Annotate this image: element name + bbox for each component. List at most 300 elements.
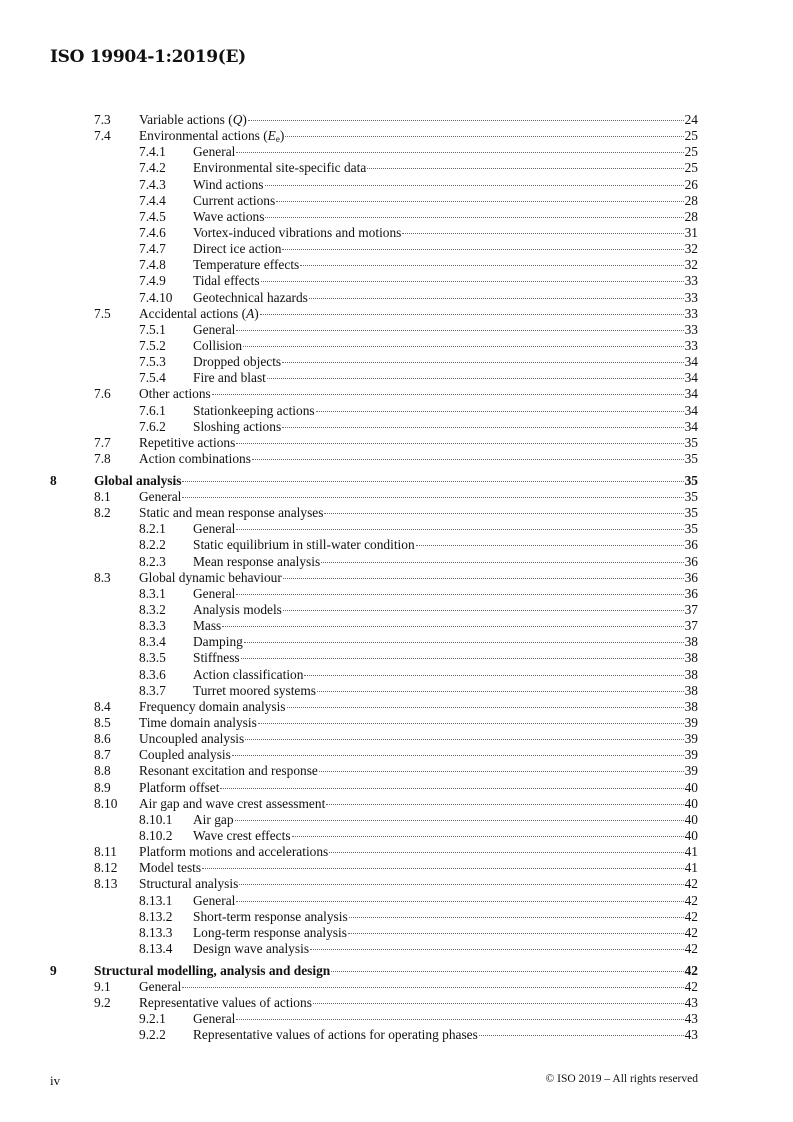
toc-entry-page[interactable]: 28: [684, 208, 698, 224]
title-text: Air gap: [193, 811, 234, 827]
toc-entry-title[interactable]: [139, 860, 201, 876]
title-text: Structural modelling, analysis and design: [94, 962, 331, 978]
toc-entry[interactable]: [0, 473, 793, 489]
toc-entry-line: [139, 128, 698, 144]
toc-entry-line: [193, 667, 698, 683]
toc-entry-line: [193, 177, 698, 193]
dot-leader: [283, 578, 684, 579]
toc-entry-page[interactable]: 26: [684, 176, 698, 192]
toc-entry-title[interactable]: [193, 537, 415, 553]
toc-entry[interactable]: [0, 177, 793, 193]
toc-entry[interactable]: [0, 290, 793, 306]
toc-entry-page[interactable]: 35: [684, 489, 698, 505]
toc-entry-number: 8.3: [94, 569, 111, 585]
title-text: Platform offset: [139, 779, 220, 795]
toc-entry-line: [139, 860, 698, 876]
dot-leader: [304, 675, 683, 676]
dot-leader: [300, 265, 683, 266]
toc-entry-line: [193, 683, 698, 699]
toc-entry-line: [193, 144, 698, 160]
toc-entry-page[interactable]: 33: [684, 305, 698, 321]
title-text: Static and mean response analyses: [139, 505, 324, 521]
title-text: Analysis models: [193, 602, 282, 618]
title-text: General: [193, 585, 236, 601]
toc-entry[interactable]: [0, 683, 793, 699]
toc-entry-line: [193, 650, 698, 666]
toc-entry-number: 7.4.4: [139, 192, 166, 208]
title-text: Wave actions: [193, 208, 265, 224]
toc-entry-page[interactable]: 35: [684, 450, 698, 466]
dot-leader: [236, 330, 683, 331]
toc-entry[interactable]: [0, 796, 793, 812]
symbol: Q: [232, 112, 243, 127]
dot-leader: [236, 1019, 683, 1020]
title-text: Representative values of actions for operating phases: [193, 1027, 478, 1043]
title-text: Environmental actions (: [139, 128, 268, 144]
toc-entry-page[interactable]: 39: [684, 763, 698, 779]
toc-entry-title[interactable]: [193, 1027, 478, 1043]
dot-leader: [182, 497, 683, 498]
toc-entry-title[interactable]: [193, 1011, 235, 1027]
toc-entry[interactable]: [0, 209, 793, 225]
toc-entry-number: 7.5: [94, 305, 111, 321]
title-text: Sloshing actions: [193, 418, 282, 434]
toc-entry-page[interactable]: 39: [684, 731, 698, 747]
toc-entry[interactable]: [0, 941, 793, 957]
dot-leader: [241, 658, 684, 659]
toc-entry-title[interactable]: [193, 634, 243, 650]
toc-entry-page[interactable]: 37: [684, 602, 698, 618]
title-text: Vortex-induced vibrations and motions: [193, 224, 402, 240]
dot-leader: [282, 249, 683, 250]
dot-leader: [265, 185, 684, 186]
toc-entry-line: [193, 1011, 698, 1027]
toc-entry-title[interactable]: [139, 489, 181, 505]
document-header: ISO 19904-1:2019(E): [50, 47, 246, 67]
toc-entry-number: 8.2.3: [139, 553, 166, 569]
title-text: Action combinations: [139, 450, 251, 466]
toc-entry-title[interactable]: [139, 979, 181, 995]
toc-entry-line: [139, 995, 698, 1011]
toc-entry-number: 8: [50, 472, 57, 488]
toc-entry[interactable]: [0, 650, 793, 666]
toc-entry-number: 7.8: [94, 450, 111, 466]
toc-entry-page[interactable]: 40: [684, 779, 698, 795]
dot-leader: [182, 987, 683, 988]
page-number: iv: [50, 1073, 61, 1088]
toc-entry[interactable]: [0, 225, 793, 241]
dot-leader: [313, 1003, 684, 1004]
toc-entry-page[interactable]: 42: [684, 908, 698, 924]
dot-leader: [236, 443, 683, 444]
toc-entry-number: 7.4.6: [139, 224, 166, 240]
toc-entry-page[interactable]: 40: [684, 811, 698, 827]
title-text: Long-term response analysis: [193, 924, 347, 940]
toc-entry-title[interactable]: [193, 941, 309, 957]
dot-leader: [282, 427, 683, 428]
toc-entry-page[interactable]: 42: [684, 876, 698, 892]
toc-entry-title[interactable]: [139, 435, 235, 451]
toc-entry-page[interactable]: 41: [684, 860, 698, 876]
toc-entry-title[interactable]: [193, 177, 264, 193]
toc-entry-title[interactable]: [193, 909, 348, 925]
toc-entry-page[interactable]: 36: [684, 537, 698, 553]
title-text: Structural analysis: [139, 876, 239, 892]
toc-entry-page[interactable]: 35: [684, 434, 698, 450]
toc-entry[interactable]: [0, 780, 793, 796]
toc-entry-page[interactable]: 34: [684, 354, 698, 370]
toc-entry-page[interactable]: 33: [684, 273, 698, 289]
dot-leader: [236, 152, 683, 153]
toc-entry-title[interactable]: [193, 925, 347, 941]
toc-entry-line: [193, 241, 698, 257]
dot-leader: [258, 723, 684, 724]
dot-leader: [235, 820, 684, 821]
toc-entry-title[interactable]: [193, 225, 401, 241]
toc-entry[interactable]: [0, 1011, 793, 1027]
toc-entry-line: [193, 618, 698, 634]
title-text: Fire and blast: [193, 370, 266, 386]
toc-entry-title[interactable]: [193, 602, 282, 618]
toc-entry-number: 7.4.8: [139, 257, 166, 273]
toc-entry-title[interactable]: [139, 796, 325, 812]
toc-entry-page[interactable]: 43: [684, 995, 698, 1011]
toc-entry-page[interactable]: 38: [684, 682, 698, 698]
toc-entry-line: [193, 290, 698, 306]
toc-entry-page[interactable]: 36: [684, 553, 698, 569]
toc-entry[interactable]: [0, 979, 793, 995]
toc-entry-page[interactable]: 34: [684, 370, 698, 386]
toc-entry-title[interactable]: [139, 780, 219, 796]
toc-entry-page[interactable]: 38: [684, 634, 698, 650]
toc-entry-title[interactable]: [139, 763, 318, 779]
toc-entry[interactable]: [0, 451, 793, 467]
toc-entry[interactable]: [0, 876, 793, 892]
toc-entry[interactable]: [0, 667, 793, 683]
toc-entry-page[interactable]: 35: [684, 505, 698, 521]
toc-entry-title[interactable]: [193, 618, 221, 634]
toc-entry-number: 8.1: [94, 489, 111, 505]
toc-entry-line: [193, 828, 698, 844]
toc-entry-line: [139, 715, 698, 731]
title-text: Action classification: [193, 666, 304, 682]
toc-entry-title[interactable]: [139, 128, 284, 144]
toc-entry[interactable]: [0, 370, 793, 386]
dot-leader: [236, 594, 683, 595]
toc-entry-title[interactable]: [139, 505, 323, 521]
toc-entry[interactable]: [0, 435, 793, 451]
title-text: Wave crest effects: [193, 827, 291, 843]
title-text: Coupled analysis: [139, 747, 231, 763]
toc-entry[interactable]: [0, 763, 793, 779]
toc-entry-page[interactable]: 32: [684, 257, 698, 273]
toc-entry[interactable]: [0, 909, 793, 925]
toc-entry-page[interactable]: 38: [684, 666, 698, 682]
title-text: General: [139, 489, 182, 505]
title-text: General: [193, 521, 236, 537]
toc-entry-title[interactable]: [193, 650, 240, 666]
toc-entry[interactable]: [0, 747, 793, 763]
toc-entry[interactable]: [0, 505, 793, 521]
toc-entry[interactable]: [0, 715, 793, 731]
toc-entry-page[interactable]: 35: [684, 521, 698, 537]
toc-entry-number: 9: [50, 962, 57, 978]
toc-entry-title[interactable]: [193, 667, 303, 683]
toc-entry-page[interactable]: 35: [684, 472, 698, 488]
toc-entry-page[interactable]: 43: [684, 1011, 698, 1027]
toc-entry-title[interactable]: [193, 828, 291, 844]
toc-entry-line: [193, 370, 698, 386]
copyright-notice: © ISO 2019 – All rights reserved: [545, 1073, 698, 1085]
toc-entry[interactable]: [0, 812, 793, 828]
toc-entry-number: 7.7: [94, 434, 111, 450]
toc-entry-title[interactable]: [193, 403, 315, 419]
toc-entry-number: 7.6: [94, 386, 111, 402]
toc-entry-title[interactable]: [139, 306, 259, 322]
toc-entry-page[interactable]: 34: [684, 418, 698, 434]
toc-entry-line: [94, 473, 698, 489]
toc-entry-page[interactable]: 33: [684, 321, 698, 337]
toc-entry[interactable]: [0, 925, 793, 941]
toc-entry-line: [139, 112, 698, 128]
toc-entry-page[interactable]: 42: [684, 940, 698, 956]
toc-entry-number: 8.13.1: [139, 892, 173, 908]
toc-entry-title[interactable]: [193, 370, 266, 386]
title-text: Design wave analysis: [193, 940, 310, 956]
toc-entry-page[interactable]: 39: [684, 747, 698, 763]
toc-entry-title[interactable]: [193, 521, 235, 537]
toc-entry-number: 9.2: [94, 995, 111, 1011]
title-text: Air gap and wave crest assessment: [139, 795, 326, 811]
dot-leader: [367, 168, 683, 169]
toc-entry-page[interactable]: 34: [684, 402, 698, 418]
toc-entry-line: [193, 602, 698, 618]
toc-entry[interactable]: [0, 419, 793, 435]
toc-entry[interactable]: [0, 618, 793, 634]
toc-entry[interactable]: [0, 699, 793, 715]
toc-entry-line: [193, 354, 698, 370]
toc-entry-page[interactable]: 37: [684, 618, 698, 634]
toc-entry[interactable]: [0, 112, 793, 128]
toc-entry-title[interactable]: [193, 257, 299, 273]
table-of-contents: [0, 112, 793, 1044]
toc-entry-page[interactable]: 40: [684, 795, 698, 811]
toc-entry-line: [139, 979, 698, 995]
toc-entry-page[interactable]: 24: [684, 112, 698, 127]
title-text: Wind actions: [193, 176, 264, 192]
toc-entry[interactable]: [0, 602, 793, 618]
toc-entry-number: 8.2.1: [139, 521, 166, 537]
title-text: Short-term response analysis: [193, 908, 348, 924]
dot-leader: [287, 707, 684, 708]
toc-entry[interactable]: [0, 586, 793, 602]
dot-leader: [222, 626, 683, 627]
toc-entry-page[interactable]: 25: [684, 128, 698, 144]
toc-entry-title[interactable]: [139, 876, 238, 892]
dot-leader: [245, 739, 683, 740]
toc-entry[interactable]: [0, 521, 793, 537]
toc-entry-title[interactable]: [193, 209, 264, 225]
dot-leader: [317, 691, 684, 692]
toc-entry-page[interactable]: 42: [684, 979, 698, 995]
toc-entry-title[interactable]: [94, 963, 330, 979]
toc-entry-title[interactable]: [139, 995, 312, 1011]
toc-entry[interactable]: [0, 1027, 793, 1043]
toc-entry-page[interactable]: 41: [684, 844, 698, 860]
toc-entry-page[interactable]: 36: [684, 569, 698, 585]
toc-entry[interactable]: [0, 273, 793, 289]
toc-entry-page[interactable]: 40: [684, 827, 698, 843]
dot-leader: [236, 901, 683, 902]
toc-entry-title[interactable]: [139, 844, 328, 860]
toc-entry-number: 8.13.3: [139, 924, 173, 940]
toc-entry-number: 7.5.3: [139, 354, 166, 370]
toc-entry[interactable]: [0, 893, 793, 909]
toc-entry-line: [193, 554, 698, 570]
toc-entry-title[interactable]: [94, 473, 181, 489]
toc-entry[interactable]: [0, 634, 793, 650]
toc-entry-number: 8.2: [94, 505, 111, 521]
toc-entry[interactable]: [0, 338, 793, 354]
toc-entry-title[interactable]: [139, 112, 247, 128]
toc-entry-page[interactable]: 31: [684, 224, 698, 240]
toc-entry-number: 9.2.1: [139, 1011, 166, 1027]
dot-leader: [285, 136, 683, 137]
title-text: Current actions: [193, 192, 276, 208]
toc-entry-number: 7.6.1: [139, 402, 166, 418]
dot-leader: [326, 804, 683, 805]
toc-entry[interactable]: [0, 537, 793, 553]
dot-leader: [319, 771, 684, 772]
toc-entry[interactable]: [0, 844, 793, 860]
toc-entry[interactable]: [0, 193, 793, 209]
toc-entry-title[interactable]: [193, 273, 260, 289]
title-text: ): [242, 112, 247, 127]
title-text: ): [279, 128, 285, 144]
toc-entry-number: 7.6.2: [139, 418, 166, 434]
toc-entry-line: [193, 257, 698, 273]
toc-entry-page[interactable]: 25: [684, 160, 698, 176]
toc-entry-number: 7.4.2: [139, 160, 166, 176]
toc-entry[interactable]: [0, 128, 793, 144]
toc-entry-title[interactable]: [193, 160, 366, 176]
toc-entry-title[interactable]: [139, 699, 286, 715]
toc-entry-title[interactable]: [193, 683, 316, 699]
title-text: Time domain analysis: [139, 715, 257, 730]
toc-entry-line: [139, 435, 698, 451]
toc-entry-number: 7.4.10: [139, 289, 173, 305]
toc-entry-line: [139, 386, 698, 402]
dot-leader: [243, 346, 683, 347]
toc-entry-line: [139, 763, 698, 779]
toc-entry[interactable]: [0, 828, 793, 844]
toc-entry[interactable]: [0, 963, 793, 979]
toc-entry-title[interactable]: [193, 812, 234, 828]
toc-entry-title[interactable]: [139, 731, 244, 747]
toc-entry-line: [193, 273, 698, 289]
toc-entry-page[interactable]: 33: [684, 289, 698, 305]
toc-entry-title[interactable]: [193, 144, 235, 160]
toc-entry-title[interactable]: [193, 193, 275, 209]
toc-entry[interactable]: [0, 257, 793, 273]
toc-entry[interactable]: [0, 354, 793, 370]
toc-entry-number: 7.5.2: [139, 337, 166, 353]
dot-leader: [212, 394, 684, 395]
toc-entry-page[interactable]: 39: [684, 715, 698, 730]
toc-entry-page[interactable]: 28: [684, 192, 698, 208]
toc-entry[interactable]: [0, 160, 793, 176]
toc-entry-title[interactable]: [193, 893, 235, 909]
toc-entry-title[interactable]: [139, 747, 231, 763]
toc-entry-title[interactable]: [193, 241, 281, 257]
title-text: General: [139, 979, 182, 995]
title-text: Environmental site-specific data: [193, 160, 367, 176]
toc-entry[interactable]: [0, 144, 793, 160]
toc-entry-page[interactable]: 33: [684, 337, 698, 353]
toc-entry-number: 8.10.2: [139, 827, 173, 843]
toc-entry-number: 8.3.2: [139, 602, 166, 618]
toc-entry-page[interactable]: 25: [684, 144, 698, 160]
toc-entry-line: [193, 941, 698, 957]
toc-entry-page[interactable]: 42: [684, 962, 698, 978]
toc-entry[interactable]: [0, 554, 793, 570]
toc-entry-page[interactable]: 42: [684, 892, 698, 908]
toc-entry-number: 7.5.4: [139, 370, 166, 386]
toc-entry[interactable]: [0, 403, 793, 419]
toc-entry-title[interactable]: [193, 554, 320, 570]
toc-entry[interactable]: [0, 489, 793, 505]
toc-entry[interactable]: [0, 570, 793, 586]
toc-entry-number: 8.12: [94, 860, 118, 876]
title-text: Platform motions and accelerations: [139, 844, 329, 860]
toc-entry[interactable]: [0, 241, 793, 257]
toc-entry-line: [193, 925, 698, 941]
toc-entry-title[interactable]: [193, 290, 308, 306]
toc-entry-title[interactable]: [139, 451, 251, 467]
toc-entry-title[interactable]: [193, 354, 281, 370]
toc-entry[interactable]: [0, 731, 793, 747]
toc-entry-page[interactable]: 32: [684, 241, 698, 257]
toc-entry-title[interactable]: [139, 386, 211, 402]
toc-entry[interactable]: [0, 386, 793, 402]
title-text: Uncoupled analysis: [139, 731, 245, 747]
toc-entry-page[interactable]: 42: [684, 924, 698, 940]
title-text: Mean response analysis: [193, 553, 321, 569]
toc-entry-title[interactable]: [193, 322, 235, 338]
toc-entry-title[interactable]: [193, 586, 235, 602]
dot-leader: [239, 884, 683, 885]
toc-entry[interactable]: [0, 322, 793, 338]
toc-entry-page[interactable]: 38: [684, 650, 698, 666]
title-text: General: [193, 892, 236, 908]
toc-entry-title[interactable]: [139, 715, 257, 731]
toc-entry[interactable]: [0, 860, 793, 876]
toc-entry-title[interactable]: [193, 338, 242, 354]
toc-entry-title[interactable]: [193, 419, 281, 435]
toc-entry-page[interactable]: 38: [684, 698, 698, 714]
toc-entry-page[interactable]: 36: [684, 585, 698, 601]
toc-entry-line: [193, 1027, 698, 1043]
toc-entry[interactable]: [0, 995, 793, 1011]
toc-entry[interactable]: [0, 306, 793, 322]
toc-entry-number: 8.5: [94, 715, 111, 730]
toc-entry-number: 8.8: [94, 763, 111, 779]
toc-entry-number: 9.1: [94, 979, 111, 995]
toc-entry-page[interactable]: 34: [684, 386, 698, 402]
toc-entry-page[interactable]: 43: [684, 1027, 698, 1043]
toc-entry-title[interactable]: [139, 570, 282, 586]
toc-entry-line: [193, 160, 698, 176]
